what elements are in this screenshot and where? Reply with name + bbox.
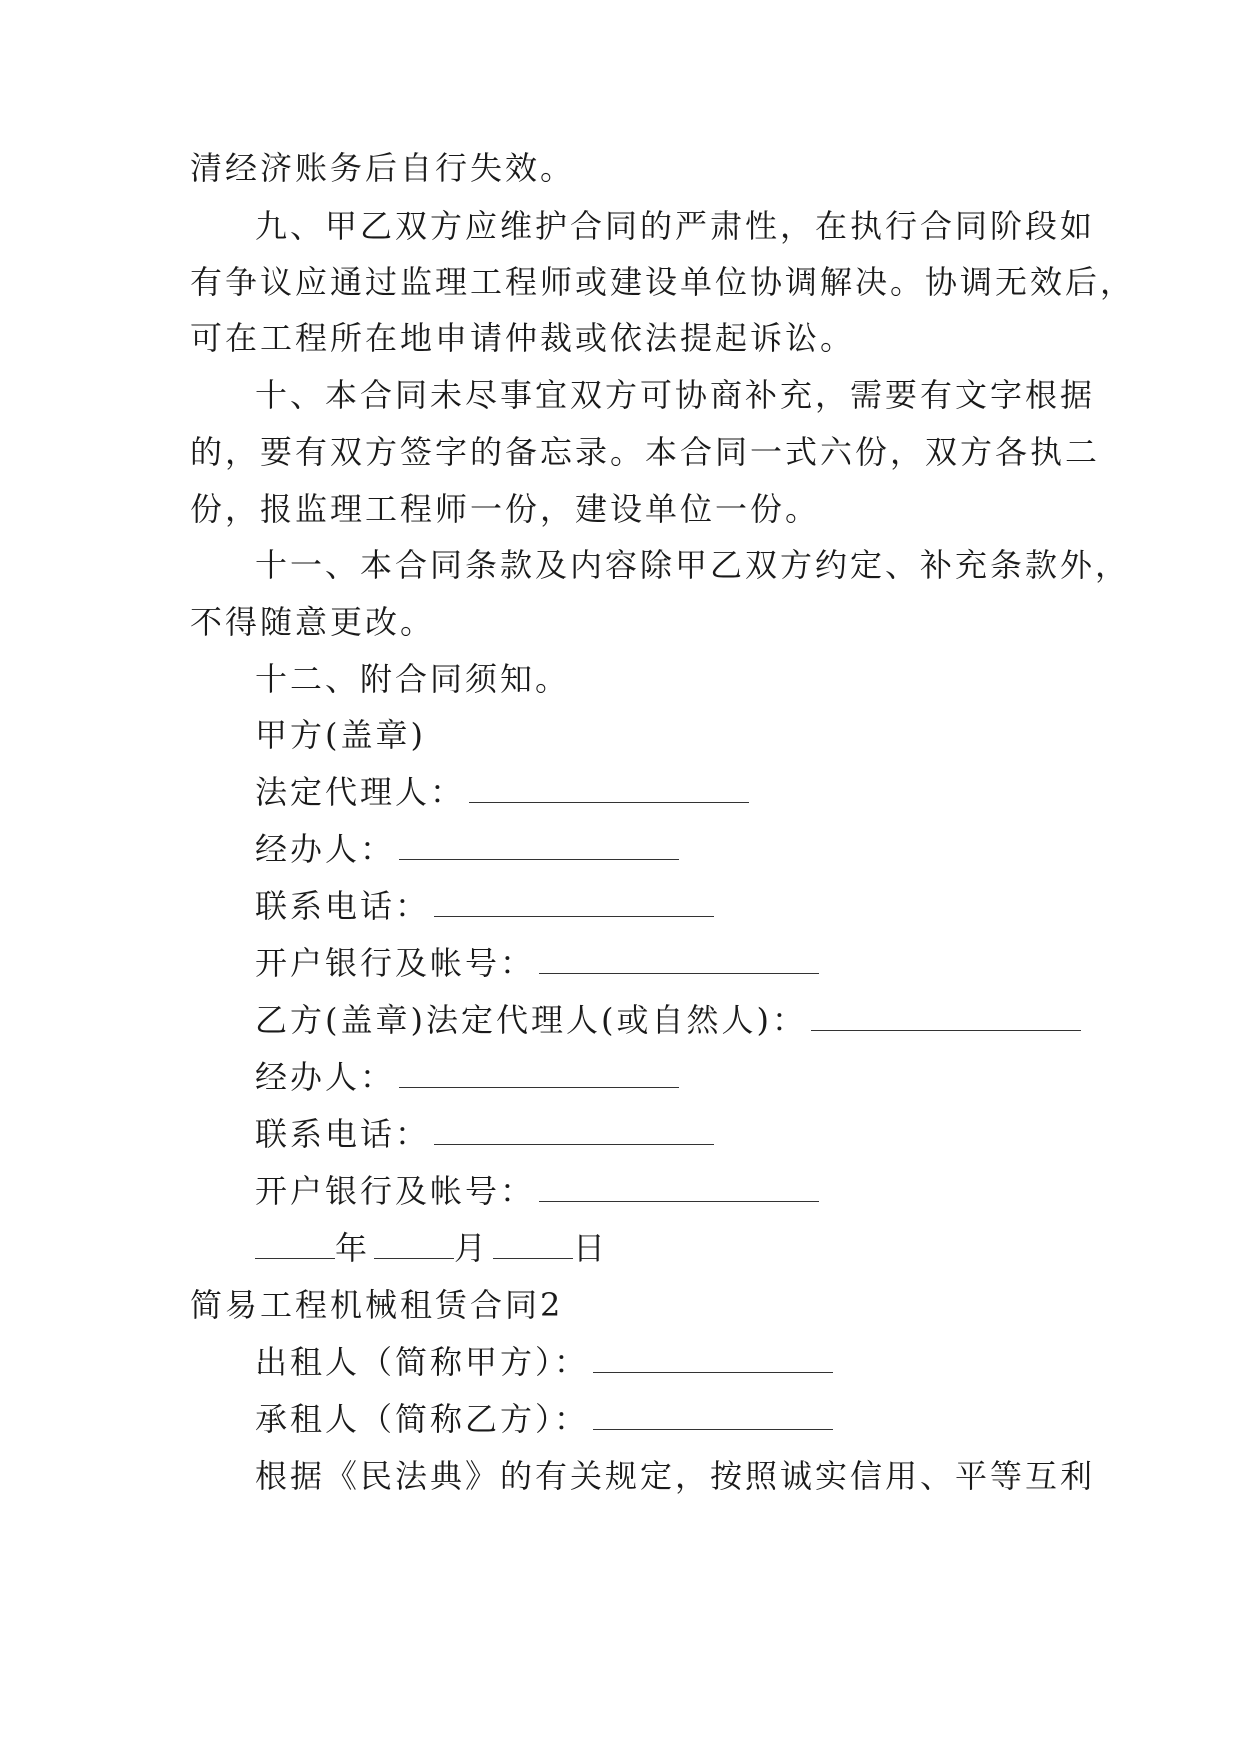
lessor-field [255, 1342, 833, 1382]
paragraph-line: 清经济账务后自行失效。 [190, 149, 576, 187]
clause-11-line-2: 不得随意更改。 [190, 603, 436, 641]
year-label: 年 [335, 1229, 371, 1267]
lessee-field [255, 1399, 833, 1439]
fill-blank [434, 1116, 714, 1145]
date-line [255, 1228, 608, 1268]
field-label: 联系电话： [255, 1115, 431, 1153]
fill-blank [469, 774, 749, 803]
party-b-legal-rep-field [255, 1000, 1081, 1040]
fill-blank [539, 945, 819, 974]
party-b-handler-field [255, 1057, 679, 1097]
day-label: 日 [573, 1229, 609, 1267]
fill-blank [434, 888, 714, 917]
party-b-phone-field [255, 1114, 714, 1154]
field-label: 开户银行及帐号： [255, 944, 536, 982]
party-b-bank-field [255, 1171, 819, 1211]
field-label: 出租人（简称甲方）： [255, 1343, 590, 1381]
month-label: 月 [454, 1229, 490, 1267]
fill-blank [593, 1401, 833, 1430]
contract-2-title: 简易工程机械租赁合同2 [190, 1286, 564, 1324]
month-blank [374, 1230, 454, 1259]
field-label: 联系电话： [255, 887, 431, 925]
fill-blank [399, 831, 679, 860]
fill-blank [811, 1002, 1081, 1031]
party-a-bank-field [255, 943, 819, 983]
clause-11-line-1: 十一、本合同条款及内容除甲乙双方约定、补充条款外， [255, 546, 1131, 584]
clause-10-line-3: 份，报监理工程师一份，建设单位一份。 [190, 490, 821, 528]
clause-9-line-1: 九、甲乙双方应维护合同的严肃性，在执行合同阶段如 [255, 207, 1096, 245]
field-label: 承租人（简称乙方）： [255, 1400, 590, 1438]
party-a-seal: 甲方(盖章) [255, 716, 426, 754]
clause-10-line-2: 的，要有双方签字的备忘录。本合同一式六份，双方各执二 [190, 433, 1101, 471]
day-blank [493, 1230, 573, 1259]
clause-9-line-3: 可在工程所在地申请仲裁或依法提起诉讼。 [190, 319, 856, 357]
party-a-phone-field [255, 886, 714, 926]
field-label: 开户银行及帐号： [255, 1172, 536, 1210]
party-a-handler-field [255, 829, 679, 869]
clause-12: 十二、附合同须知。 [255, 660, 571, 698]
party-a-legal-rep-field [255, 772, 749, 812]
field-label: 乙方(盖章)法定代理人(或自然人)： [255, 1001, 807, 1039]
clause-9-line-2: 有争议应通过监理工程师或建设单位协调解决。协调无效后， [190, 263, 1136, 301]
fill-blank [399, 1059, 679, 1088]
clause-10-line-1: 十、本合同未尽事宜双方可协商补充，需要有文字根据 [255, 376, 1096, 414]
fill-blank [539, 1173, 819, 1202]
year-blank [255, 1230, 335, 1259]
field-label: 法定代理人： [255, 773, 466, 811]
fill-blank [593, 1344, 833, 1373]
contract-2-intro-line: 根据《民法典》的有关规定，按照诚实信用、平等互利 [255, 1457, 1096, 1495]
field-label: 经办人： [255, 830, 396, 868]
field-label: 经办人： [255, 1058, 396, 1096]
